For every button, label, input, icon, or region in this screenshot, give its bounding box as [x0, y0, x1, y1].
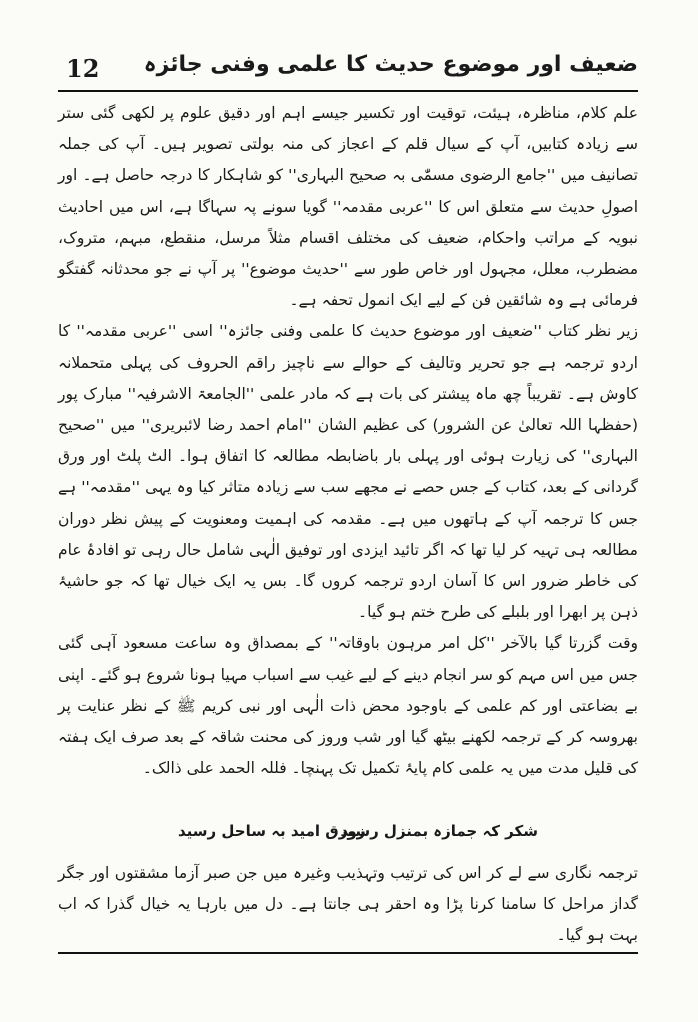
couplet-first-half: شکر کہ جمازہ بمنزل رسید: [340, 822, 538, 840]
page-number: 12: [66, 54, 100, 83]
couplet-second-half: زورق امید بہ ساحل رسید: [178, 822, 366, 840]
paragraph-2: زیر نظر کتاب ''ضعیف اور موضوع حدیث کا علمی وفنی جائزہ'' اسی ''عربی مقدمہ'' کا اردو ترجمہ ہے جو تحریر وتالیف کے حوالے سے ناچیز راقم الحروف کی پہلی متحملانہ کاوش ہے۔ تقریباً چھ ماہ پیشتر کی بات ہے کہ مادر علمی ''الجامعۃ الاشرفیہ'' مبارک پور (حفظہا اللہ تعالیٰ عن الشرور) کی عظیم الشان ''امام احمد رضا لائبریری'' میں ''صحیح البہاری'' کی زیارت ہوئی اور پہلی بار باضابطہ مطالعہ کا اتفاق ہوا۔ الٹ پلٹ اور ورق گردانی کے بعد، کتاب کے جس حصے نے مجھے سب سے زیادہ متاثر کیا وہ یہی ''مقدمہ'' ہے جس کا ترجمہ آپ کے ہاتھوں میں ہے۔ مقدمہ کی اہمیت ومعنویت کے پیش نظر دوران مطالعہ ہی تہیہ کر لیا تھا کہ اگر تائید ایزدی اور توفیق الٰہی شامل حال رہی تو افادۂ عام کی خاطر ضرور اس کا آسان اردو ترجمہ کروں گا۔ بس یہ ایک خیال تھا کہ جو حاشیۂ ذہن پر ابھرا اور بلبلے کی طرح ختم ہو گیا۔: [58, 322, 638, 622]
footer-rule: [58, 952, 638, 954]
running-title: ضعیف اور موضوع حدیث کا علمی وفنی جائزہ: [143, 52, 638, 77]
body-text-continued: [58, 858, 638, 952]
paragraph-4: ترجمہ نگاری سے لے کر اس کی ترتیب وتہذیب وغیرہ میں جن صبر آزما مشقتوں اور جگر گداز مراحل کا سامنا کرنا پڑا وہ احقر ہی جانتا ہے۔ دل میں بارہا یہ خیال گذرا کہ اب بہت ہو گیا۔: [58, 864, 638, 945]
header-rule: [58, 90, 638, 92]
page-header: [58, 42, 638, 92]
body-text: [58, 98, 638, 784]
paragraph-3: وقت گزرتا گیا بالآخر ''کل امر مرہون باوقاتہ'' کے بمصداق وہ ساعت مسعود آہی گئی جس میں اس مہم کو سر انجام دینے کے لیے غیب سے اسباب مہیا ہونا شروع ہو گئے۔ اپنی بے بضاعتی اور کم علمی کے باوجود محض ذات الٰہی اور نبی کریم ﷺ کے نظر عنایت پر بھروسہ کر کے ترجمہ لکھنے بیٹھ گیا اور شب وروز کی محنت شاقہ کے بعد صرف ایک ہفتہ کی قلیل مدت میں یہ علمی کام پایۂ تکمیل تک پہنچا۔ فللہ الحمد علی ذالک۔: [58, 634, 638, 778]
paragraph-1: علم کلام، مناظرہ، ہیئت، توقیت اور تکسیر جیسے اہم اور دقیق علوم پر لکھی گئی ستر سے زیادہ کتابیں، آپ کے سیال قلم کے اعجاز کی منہ بولتی تصویر ہیں۔ آپ کی جملہ تصانیف میں ''جامع الرضوی مسمّٰی بہ صحیح البہاری'' کو شاہکار کا درجہ حاصل ہے۔ اور اصولِ حدیث سے متعلق اس کا ''عربی مقدمہ'' گویا سونے پہ سہاگا ہے، اس میں احادیث نبویہ کے مراتب واحکام، ضعیف کی مختلف اقسام مثلاً مرسل، منقطع، مبہم، متروک، مضطرب، معلل، مجہول اور خاص طور سے ''حدیث موضوع'' پر آپ نے جو محدثانہ گفتگو فرمائی ہے وہ شائقین فن کے لیے ایک انمول تحفہ ہے۔: [58, 104, 638, 310]
